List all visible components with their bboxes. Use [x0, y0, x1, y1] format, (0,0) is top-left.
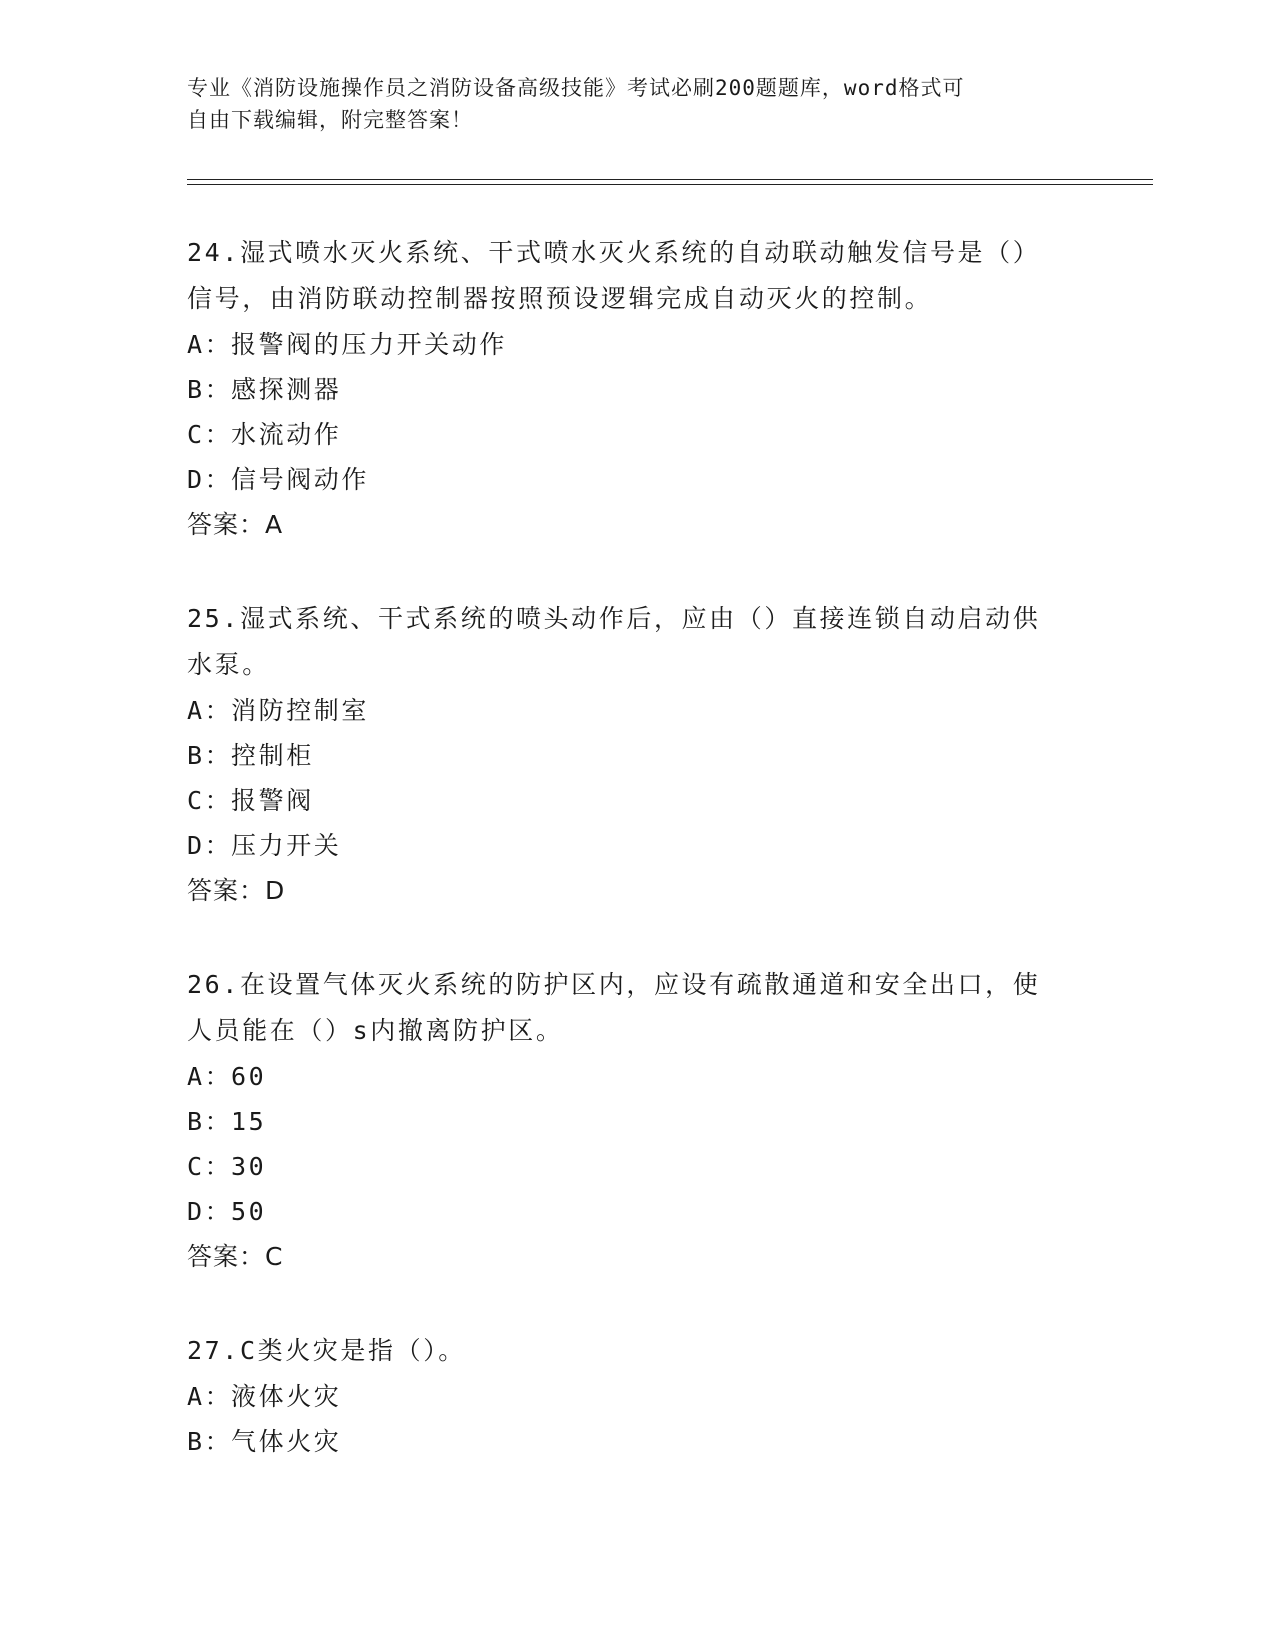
option-key: D：	[187, 831, 233, 860]
answer-line: 答案：D	[187, 876, 286, 905]
option-key: C：	[187, 1152, 233, 1181]
option-key: B：	[187, 375, 233, 404]
option-c	[187, 412, 1087, 457]
question-26	[187, 962, 1087, 1280]
answer-line: 答案：A	[187, 510, 284, 539]
option-b	[187, 733, 1087, 778]
option-a	[187, 688, 1087, 733]
option-text: 消防控制室	[231, 696, 370, 725]
header-divider-bottom	[187, 184, 1153, 185]
option-text: 60	[231, 1062, 267, 1091]
option-text: 气体火灾	[231, 1427, 342, 1456]
option-a	[187, 1054, 1087, 1099]
option-text: 报警阀	[231, 786, 314, 815]
option-text: 液体火灾	[231, 1382, 342, 1411]
question-stem	[187, 1328, 1087, 1374]
option-text: 信号阀动作	[231, 465, 370, 494]
option-key: B：	[187, 1107, 233, 1136]
answer-line: 答案：C	[187, 1242, 284, 1271]
option-b	[187, 1419, 1087, 1464]
question-stem	[187, 596, 1087, 688]
question-stem-line-1: 25.湿式系统、干式系统的喷头动作后，应由（）直接连锁自动启动供	[187, 604, 1041, 633]
option-c	[187, 778, 1087, 823]
question-stem-line-2: 水泵。	[187, 650, 270, 679]
option-a	[187, 322, 1087, 367]
option-key: C：	[187, 786, 233, 815]
question-list	[187, 230, 1087, 1512]
option-list	[187, 1374, 1087, 1464]
option-key: C：	[187, 420, 233, 449]
question-stem	[187, 962, 1087, 1054]
option-key: D：	[187, 1197, 233, 1226]
question-stem-line-2: 信号，由消防联动控制器按照预设逻辑完成自动灭火的控制。	[187, 284, 933, 313]
option-text: 30	[231, 1152, 267, 1181]
question-stem	[187, 230, 1087, 322]
question-stem-line-2: 人员能在（）s内撤离防护区。	[187, 1016, 564, 1045]
document-header	[187, 72, 1077, 136]
option-text: 控制柜	[231, 741, 314, 770]
question-stem-line-1: 27.C类火灾是指（）。	[187, 1336, 466, 1365]
option-c	[187, 1144, 1087, 1189]
option-b	[187, 367, 1087, 412]
header-line-1: 专业《消防设施操作员之消防设备高级技能》考试必刷200题题库，word格式可	[187, 76, 965, 100]
option-d	[187, 457, 1087, 502]
option-key: A：	[187, 1382, 233, 1411]
option-list	[187, 688, 1087, 868]
option-text: 报警阀的压力开关动作	[231, 330, 508, 359]
question-stem-line-1: 26.在设置气体灭火系统的防护区内，应设有疏散通道和安全出口，使	[187, 970, 1041, 999]
option-key: A：	[187, 696, 233, 725]
header-line-2: 自由下载编辑，附完整答案！	[187, 108, 473, 132]
option-text: 水流动作	[231, 420, 342, 449]
option-a	[187, 1374, 1087, 1419]
question-27	[187, 1328, 1087, 1464]
question-stem-line-1: 24.湿式喷水灭火系统、干式喷水灭火系统的自动联动触发信号是（）	[187, 238, 1041, 267]
option-key: B：	[187, 741, 233, 770]
option-b	[187, 1099, 1087, 1144]
option-text: 15	[231, 1107, 267, 1136]
option-d	[187, 823, 1087, 868]
option-text: 压力开关	[231, 831, 342, 860]
header-divider-top	[187, 179, 1153, 180]
option-list	[187, 1054, 1087, 1234]
option-key: B：	[187, 1427, 233, 1456]
option-text: 感探测器	[231, 375, 342, 404]
option-list	[187, 322, 1087, 502]
option-key: D：	[187, 465, 233, 494]
option-text: 50	[231, 1197, 267, 1226]
question-24	[187, 230, 1087, 548]
option-d	[187, 1189, 1087, 1234]
option-key: A：	[187, 330, 233, 359]
question-25	[187, 596, 1087, 914]
option-key: A：	[187, 1062, 233, 1091]
